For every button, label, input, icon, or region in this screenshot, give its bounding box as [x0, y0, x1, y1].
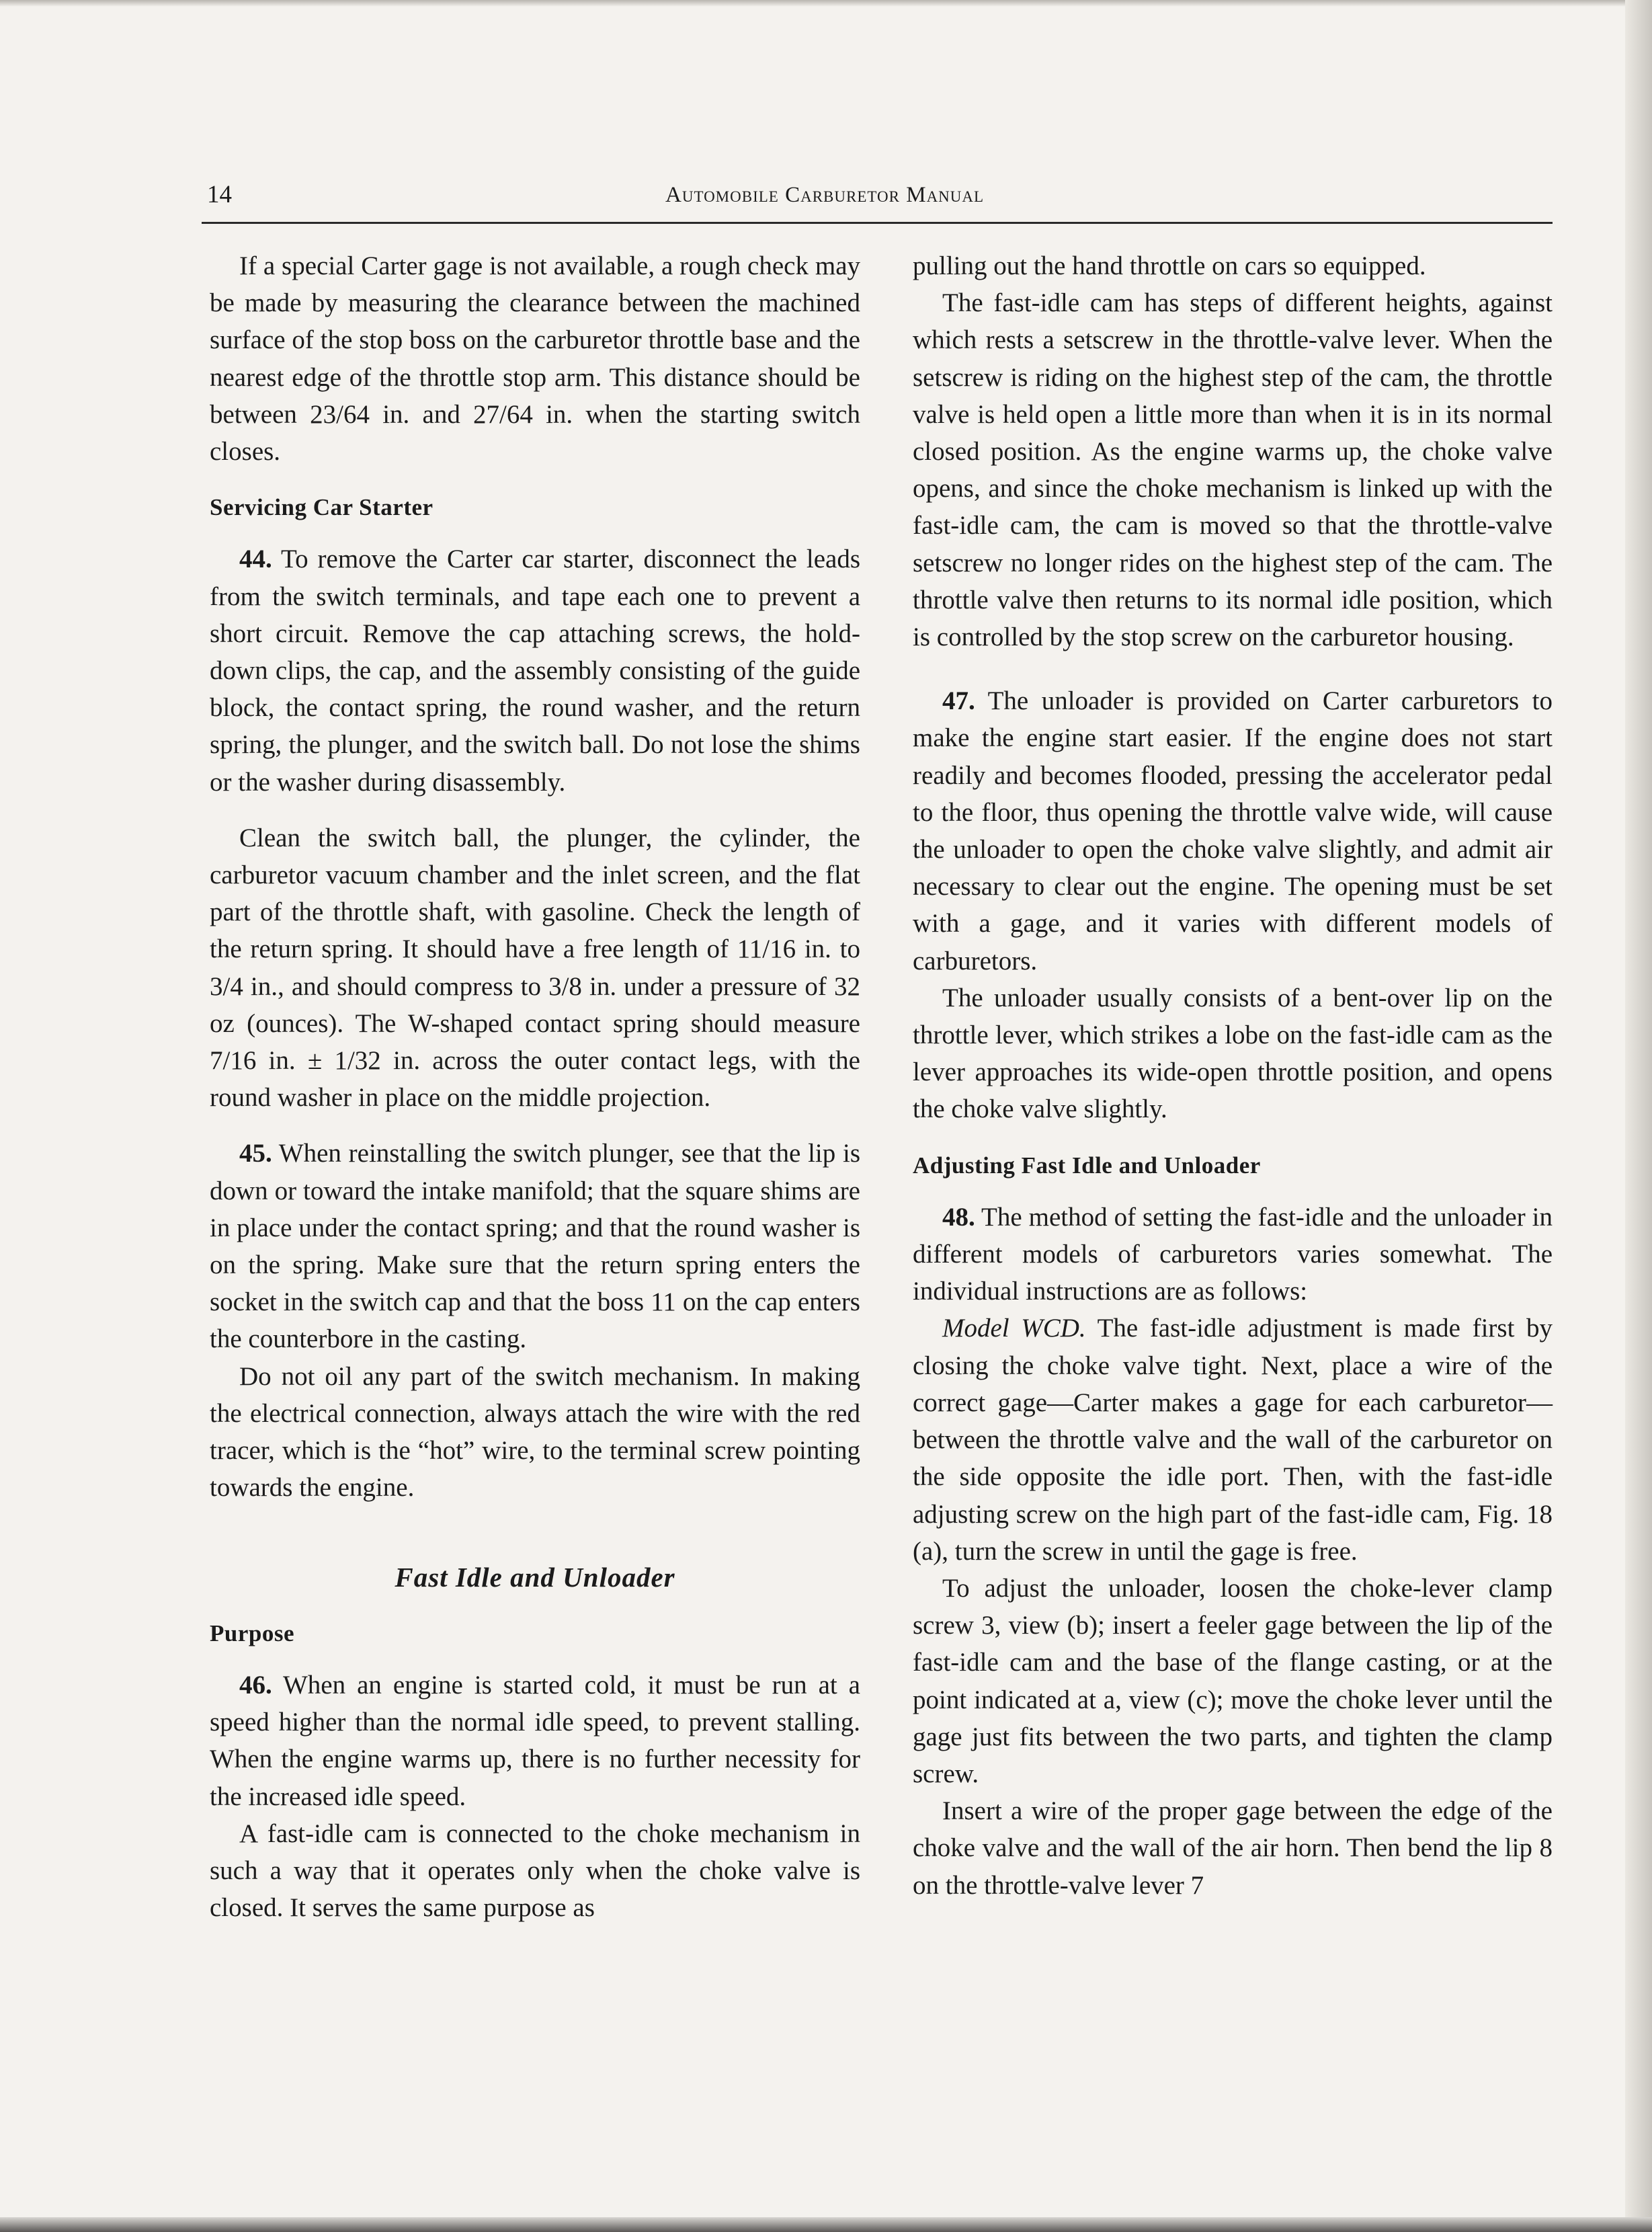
- running-head: Automobile Carburetor Manual: [665, 183, 985, 207]
- paragraph-47-text: The unloader is provided on Carter carburetors to make the engine start easier. If the engine does not start readily and becomes flooded, pressing the accelerator pedal to the floor, thus opening the throttle valve wide, will cause the unloader to open the choke valve slightly, and admit air necessary to clear out the engine. The opening must be set with a gage, and it varies with different models of carburetors.: [913, 686, 1553, 975]
- paragraph-unloader-lip: The unloader usually consists of a bent-over lip on the throttle lever, which strikes a lobe on the fast-idle cam as the lever approaches its wide-open throttle position, and opens the choke valve slightly.: [913, 983, 1553, 1124]
- heading-adjusting-fast-idle: Adjusting Fast Idle and Unloader: [913, 1152, 1261, 1179]
- paragraph-adjust-unloader: To adjust the unloader, loosen the choke-lever clamp screw 3, view (b); insert a feeler gage between the lip of the fast-idle cam and the base of the flange casting, or at the point indicated at a, view (c); move the choke lever until the gage just fits between the two parts, and tighten the clamp screw.: [913, 1573, 1553, 1788]
- page-number: 14: [207, 181, 232, 208]
- paragraph-46-text: When an engine is started cold, it must be run at a speed higher than the normal idle speed, to prevent stalling. When the engine warms up, there is no further necessity for the increased idle speed.: [210, 1670, 860, 1811]
- paragraph-do-not-oil: Do not oil any part of the switch mechanism. In making the electrical connection, always attach the wire with the red tracer, which is the “hot” wire, to the terminal screw pointing towards the engine.: [210, 1361, 860, 1503]
- model-wcd-label: Model WCD.: [942, 1314, 1086, 1343]
- paragraph-insert-wire: Insert a wire of the proper gage between the edge of the choke valve and the wall of the air horn. Then bend the lip 8 on the throttle-valve lever 7: [913, 1796, 1553, 1900]
- paragraph-clean-switch: Clean the switch ball, the plunger, the cylinder, the carburetor vacuum chamber and the inlet screen, and the flat part of the throttle shaft, with gasoline. Check the length of the return spring. It should have a free length of 11/16 in. to 3/4 in., and should compress to 3/8 in. under a pressure of 32 oz (ounces). The W-shaped contact spring should measure 7/16 in. ± 1/32 in. across the outer contact legs, with the round washer in place on the middle projection.: [210, 823, 860, 1113]
- paragraph-cam-steps: The fast-idle cam has steps of different heights, against which rests a setscrew in the throttle-valve lever. When the setscrew is riding on the highest step of the cam, the throttle valve is held open a little more than when it is in its normal closed position. As the engine warms up, the choke valve opens, and since the choke mechanism is linked up with the fast-idle cam, the cam is moved so that the throttle-valve setscrew no longer rides on the highest step of the cam. The throttle valve then returns to its normal idle position, which is controlled by the stop screw on the carburetor housing.: [913, 288, 1553, 652]
- paragraph-gage-check: If a special Carter gage is not available, a rough check may be made by measuring the clearance between the machined surface of the stop boss on the carburetor throttle base and the nearest edge of the throttle stop arm. This distance should be between 23/64 in. and 27/64 in. when the starting switch closes.: [210, 251, 860, 467]
- paragraph-46: [210, 1667, 860, 1815]
- paragraph-number-45: 45.: [239, 1139, 272, 1168]
- heading-servicing-car-starter: Servicing Car Starter: [210, 494, 433, 521]
- paragraph-fast-idle-cam: A fast-idle cam is connected to the choke mechanism in such a way that it operates only when the choke valve is closed. It serves the same purpose as: [210, 1819, 860, 1923]
- page-top-edge: [0, 0, 1652, 7]
- right-column: [913, 247, 1553, 1904]
- left-column: [210, 247, 860, 1926]
- paragraph-44: [210, 541, 860, 800]
- paragraph-45-text: When reinstalling the switch plunger, see that the lip is down or toward the intake manifold; that the square shims are in place under the contact spring; and that the round washer is on the spring. Make sure that the return spring enters the socket in the switch cap and that the boss 11 on the cap enters the counterbore in the casting.: [210, 1139, 860, 1354]
- paragraph-44-text: To remove the Carter car starter, disconnect the leads from the switch terminals, and tape each one to prevent a short circuit. Remove the cap attaching screws, the hold-down clips, the cap, and the assembly consisting of the guide block, the contact spring, the round washer, and the return spring, the plunger, and the switch ball. Do not lose the shims or the washer during disassembly.: [210, 545, 860, 797]
- paragraph-model-wcd-text: The fast-idle adjustment is made first by closing the choke valve tight. Next, place a wire of the correct gage—Carter makes a gage for each carburetor—between the throttle valve and the wall of the carburetor on the side opposite the idle port. Then, with the fast-idle adjusting screw on the high part of the fast-idle cam, Fig. 18 (a), turn the screw in until the gage is free.: [913, 1314, 1553, 1566]
- header-rule: [202, 222, 1553, 224]
- paragraph-45: [210, 1135, 860, 1357]
- paragraph-number-47: 47.: [942, 686, 975, 716]
- paragraph-continued: pulling out the hand throttle on cars so equipped.: [913, 251, 1426, 280]
- heading-fast-idle-and-unloader: Fast Idle and Unloader: [395, 1561, 675, 1593]
- paragraph-47: [913, 682, 1553, 980]
- paragraph-model-wcd: [913, 1310, 1553, 1569]
- heading-purpose: Purpose: [210, 1620, 294, 1646]
- paragraph-number-44: 44.: [239, 545, 272, 574]
- page-bottom-edge: [0, 2217, 1652, 2232]
- paragraph-48-text: The method of setting the fast-idle and the unloader in different models of carburetors varies somewhat. The individual instructions are as follows:: [913, 1202, 1553, 1306]
- paragraph-48: [913, 1199, 1553, 1310]
- paragraph-number-46: 46.: [239, 1670, 272, 1700]
- paragraph-number-48: 48.: [942, 1202, 975, 1232]
- page-right-edge: [1625, 0, 1652, 2232]
